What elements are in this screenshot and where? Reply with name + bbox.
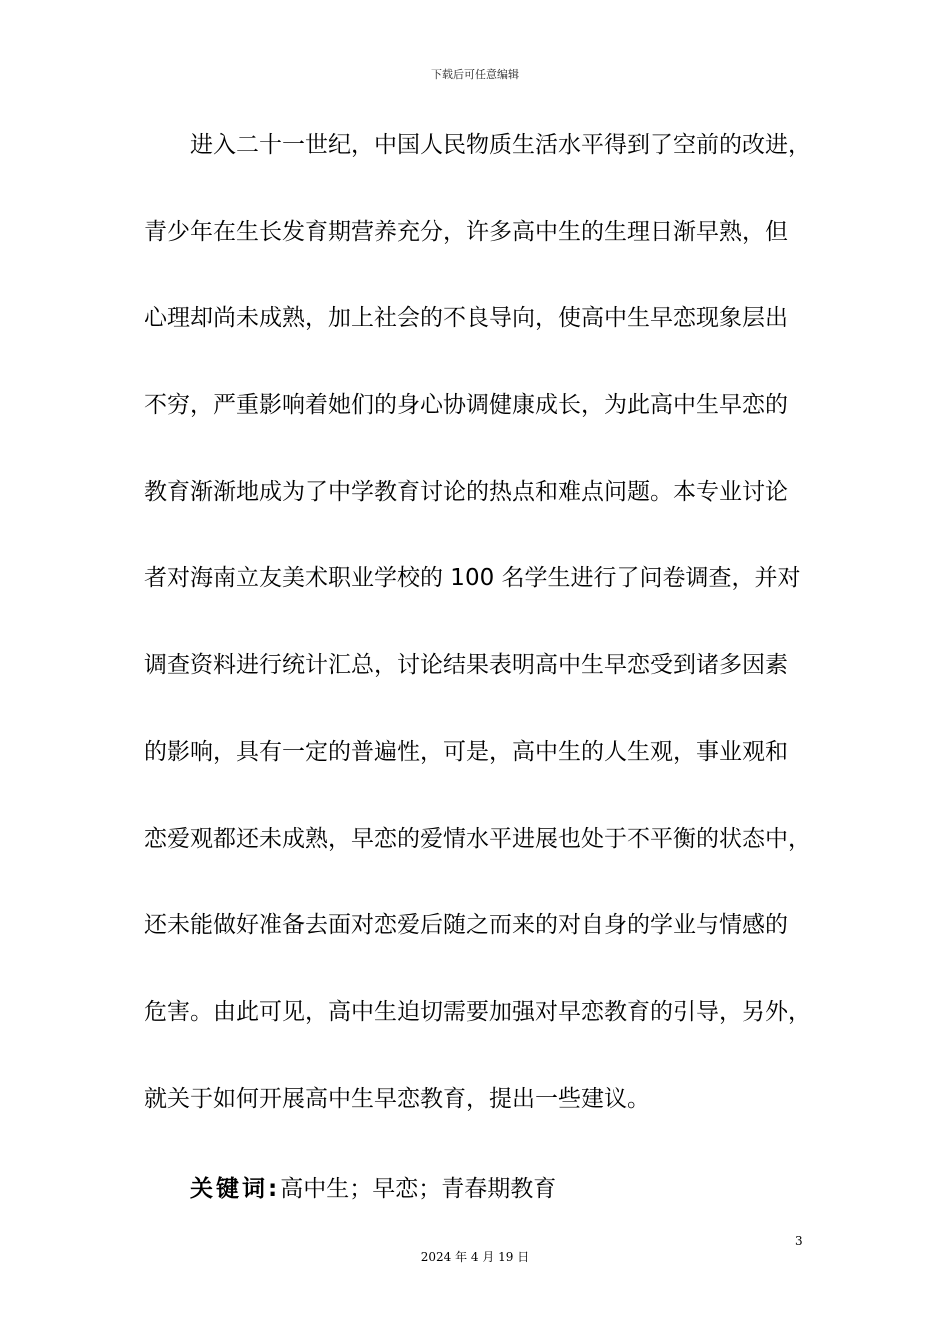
abstract-line: 进入二十一世纪，中国人民物质生活水平得到了空前的改进，: [190, 132, 811, 158]
abstract-line: 就关于如何开展高中生早恋教育，提出一些建议。: [144, 1085, 650, 1112]
abstract-line: 的影响，具有一定的普遍性，可是，高中生的人生观，事业观和: [144, 738, 788, 765]
keywords-line: [190, 1170, 556, 1203]
footer-date: 2024 年 4 月 19 日: [420, 1250, 530, 1264]
abstract-line: 心理却尚未成熟，加上社会的不良导向，使高中生早恋现象层出: [144, 305, 788, 332]
page-header: 下载后可任意编辑: [431, 68, 519, 81]
abstract-line: 不穷，严重影响着她们的身心协调健康成长，为此高中生早恋的: [144, 392, 788, 419]
abstract-line: 调查资料进行统计汇总，讨论结果表明高中生早恋受到诸多因素: [144, 652, 788, 679]
keywords-value: 高中生；早恋；青春期教育: [280, 1176, 557, 1202]
abstract-line: 青少年在生长发育期营养充分，许多高中生的生理日渐早熟，但: [144, 218, 788, 245]
abstract-line: 还未能做好准备去面对恋爱后随之而来的对自身的学业与情感的: [144, 912, 788, 939]
abstract-line: 恋爱观都还未成熟，早恋的爱情水平进展也处于不平衡的状态中，: [144, 825, 811, 852]
abstract-line: 危害。由此可见，高中生迫切需要加强对早恋教育的引导，另外，: [144, 998, 811, 1025]
page-number: 3: [795, 1234, 803, 1248]
abstract-body: [144, 134, 834, 1174]
abstract-line: 教育渐渐地成为了中学教育讨论的热点和难点问题。本专业讨论: [144, 478, 788, 505]
keywords-label: 关键词:: [190, 1176, 281, 1202]
abstract-line: 者对海南立友美术职业学校的 100 名学生进行了问卷调查，并对: [144, 565, 801, 592]
